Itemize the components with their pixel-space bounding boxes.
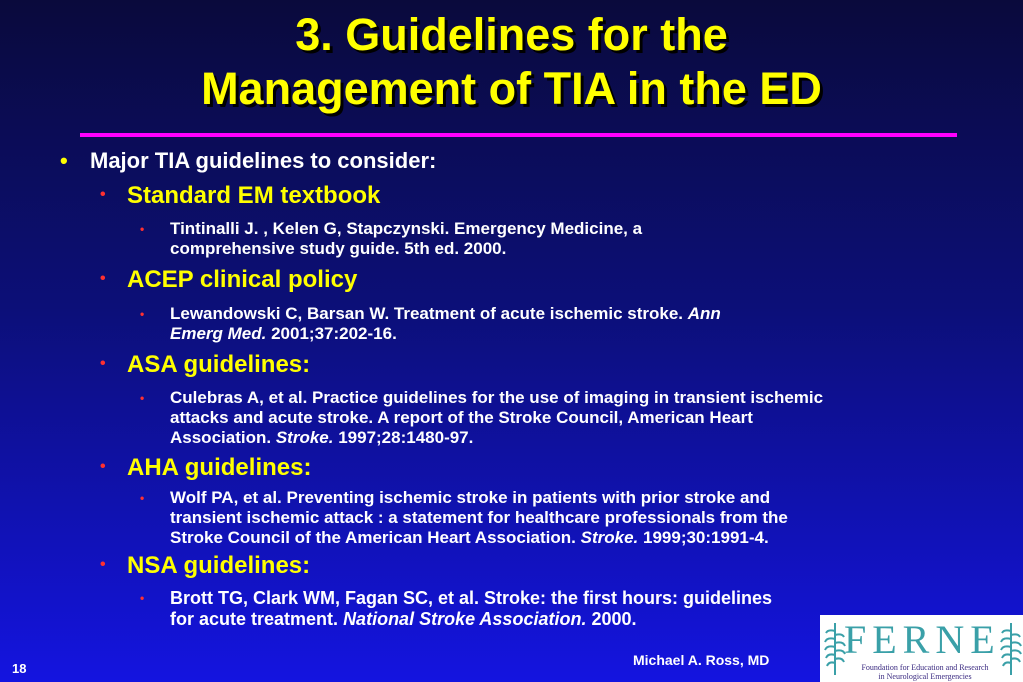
bullet-icon: •: [140, 391, 145, 405]
reference-line: Wolf PA, et al. Preventing ischemic stroke in patients with prior stroke and: [170, 488, 771, 507]
fern-leaf-icon: [824, 621, 846, 677]
bullet-icon: •: [100, 458, 106, 475]
section-label: ACEP clinical policy: [127, 266, 358, 293]
reference-line: comprehensive study guide. 5th ed. 2000.: [170, 239, 507, 258]
citation-details: 1997;28:1480-97.: [338, 428, 474, 447]
slide-title-line1: 3. Guidelines for the: [295, 9, 728, 60]
section-asa: [100, 351, 310, 379]
fern-leaf-icon: [1000, 621, 1022, 677]
section-aha: [100, 454, 311, 482]
section-label: ASA guidelines:: [127, 351, 311, 378]
bullet-icon: •: [100, 556, 106, 573]
bullet-icon: •: [140, 307, 145, 321]
reference-line: Brott TG, Clark WM, Fagan SC, et al. Stroke: the first hours: guidelines: [170, 588, 773, 608]
title-divider: [80, 133, 957, 137]
reference-text: Association.: [170, 428, 272, 447]
author-credit: Michael A. Ross, MD: [633, 652, 770, 668]
section-label: Standard EM textbook: [127, 182, 381, 209]
citation-details: 1999;30:1991-4.: [643, 528, 769, 547]
reference-text: Stroke Council of the American Heart Association.: [170, 528, 576, 547]
journal-name: Emerg Med.: [170, 324, 267, 343]
reference-culebras: [140, 388, 940, 448]
logo-wordmark: FERNE: [844, 617, 1001, 662]
reference-wolf: [140, 488, 940, 548]
reference-line: Tintinalli J. , Kelen G, Stapczynski. Emergency Medicine, a: [170, 219, 643, 238]
bullet-icon: •: [140, 491, 145, 505]
reference-line: [170, 324, 940, 344]
reference-line: attacks and acute stroke. A report of the Stroke Council, American Heart: [170, 408, 753, 427]
section-label: AHA guidelines:: [127, 454, 312, 481]
citation-details: 2001;37:202-16.: [271, 324, 397, 343]
logo-subtitle: in Neurological Emergencies: [878, 672, 972, 681]
slide-title-line2: Management of TIA in the ED: [201, 63, 822, 114]
section-acep: [100, 266, 357, 294]
journal-name: Stroke.: [275, 428, 334, 447]
section-label: NSA guidelines:: [127, 552, 311, 579]
reference-line: [170, 428, 940, 448]
citation-details: 2000.: [591, 609, 637, 629]
reference-line: [170, 528, 940, 548]
bullet-icon: •: [100, 270, 106, 287]
bullet-icon: •: [100, 355, 106, 372]
reference-lewandowski: [140, 304, 940, 344]
bullet-icon: •: [140, 591, 145, 605]
section-nsa: [100, 552, 310, 580]
reference-line: Culebras A, et al. Practice guidelines for the use of imaging in transient ischemic: [170, 388, 824, 407]
slide-title: [0, 8, 1023, 116]
journal-name: Stroke.: [580, 528, 639, 547]
page-number: 18: [12, 661, 27, 676]
reference-text: for acute treatment.: [170, 609, 339, 629]
bullet-icon: •: [60, 148, 68, 173]
journal-name: National Stroke Association.: [343, 609, 587, 629]
reference-text: Lewandowski C, Barsan W. Treatment of acute ischemic stroke.: [170, 304, 683, 323]
bullet-icon: •: [140, 222, 145, 236]
reference-line: [170, 304, 940, 324]
main-heading-text: Major TIA guidelines to consider:: [90, 148, 437, 173]
logo-subtitle: Foundation for Education and Research: [861, 663, 989, 672]
section-standard-em: [100, 182, 380, 210]
main-heading: [60, 148, 436, 174]
journal-name: Ann: [687, 304, 721, 323]
bullet-icon: •: [100, 186, 106, 203]
reference-tintinalli: [140, 219, 940, 259]
ferne-logo: [820, 615, 1023, 682]
reference-line: transient ischemic attack : a statement for healthcare professionals from the: [170, 508, 788, 527]
